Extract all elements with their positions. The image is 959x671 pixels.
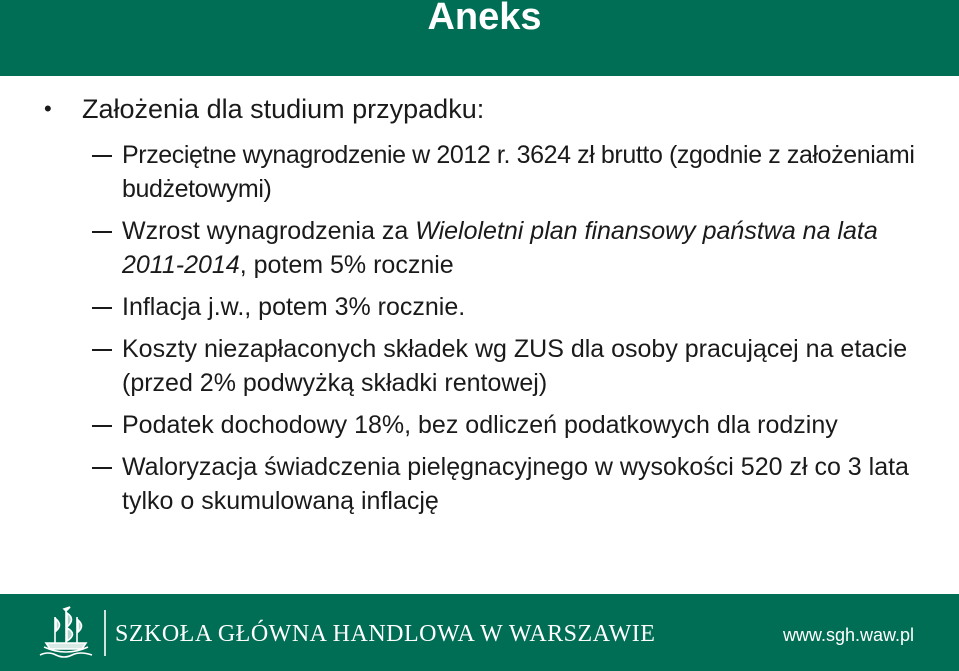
sub-bullet-salary	[92, 138, 932, 206]
sub-bullet-inflation	[92, 290, 932, 324]
sub-bullet-text: Przeciętne wynagrodzenie w 2012 r. 3624 zł brutto (zgodnie z założeniami budżetowymi)	[122, 141, 915, 203]
sub-bullet-zus-costs	[92, 332, 932, 400]
bullet-dot-icon: •	[44, 96, 52, 121]
sub-bullet-income-tax	[92, 408, 932, 442]
dash-icon	[92, 155, 112, 157]
slide-content	[0, 76, 959, 594]
slide-title: Aneks	[427, 0, 542, 38]
ship-logo-icon	[36, 603, 96, 663]
dash-icon	[92, 307, 112, 309]
dash-icon	[92, 425, 112, 427]
sub-bullet-text-italic: Wieloletni plan finansowy państwa na lata 2011-2014	[122, 217, 878, 279]
school-name: SZKOŁA GŁÓWNA HANDLOWA W WARSZAWIE	[115, 621, 656, 647]
footer-divider	[104, 610, 106, 656]
sub-bullet-text-prefix: Wzrost wynagrodzenia za	[122, 217, 416, 245]
dash-icon	[92, 467, 112, 469]
sub-bullet-text: Inflacja j.w., potem 3% rocznie.	[122, 293, 466, 321]
dash-icon	[92, 231, 112, 233]
header-bar	[0, 0, 959, 76]
sub-bullet-text: Koszty niezapłaconych składek wg ZUS dla osoby pracującej na etacie (przed 2% podwyżką składki rentowej)	[122, 335, 908, 397]
sub-bullet-list	[92, 138, 932, 526]
sub-bullet-text: Waloryzacja świadczenia pielęgnacyjnego w wysokości 520 zł co 3 lata tylko o skumulowaną inflację	[122, 453, 909, 515]
sub-bullet-text: Podatek dochodowy 18%, bez odliczeń podatkowych dla rodziny	[122, 411, 838, 439]
website-url[interactable]: www.sgh.waw.pl	[782, 625, 914, 645]
sub-bullet-wage-growth	[92, 214, 932, 282]
dash-icon	[92, 349, 112, 351]
sub-bullet-text-suffix: , potem 5% rocznie	[239, 251, 454, 279]
footer-bar	[0, 594, 959, 671]
sub-bullet-indexation	[92, 450, 932, 518]
main-bullet-text: Założenia dla studium przypadku:	[82, 94, 485, 124]
